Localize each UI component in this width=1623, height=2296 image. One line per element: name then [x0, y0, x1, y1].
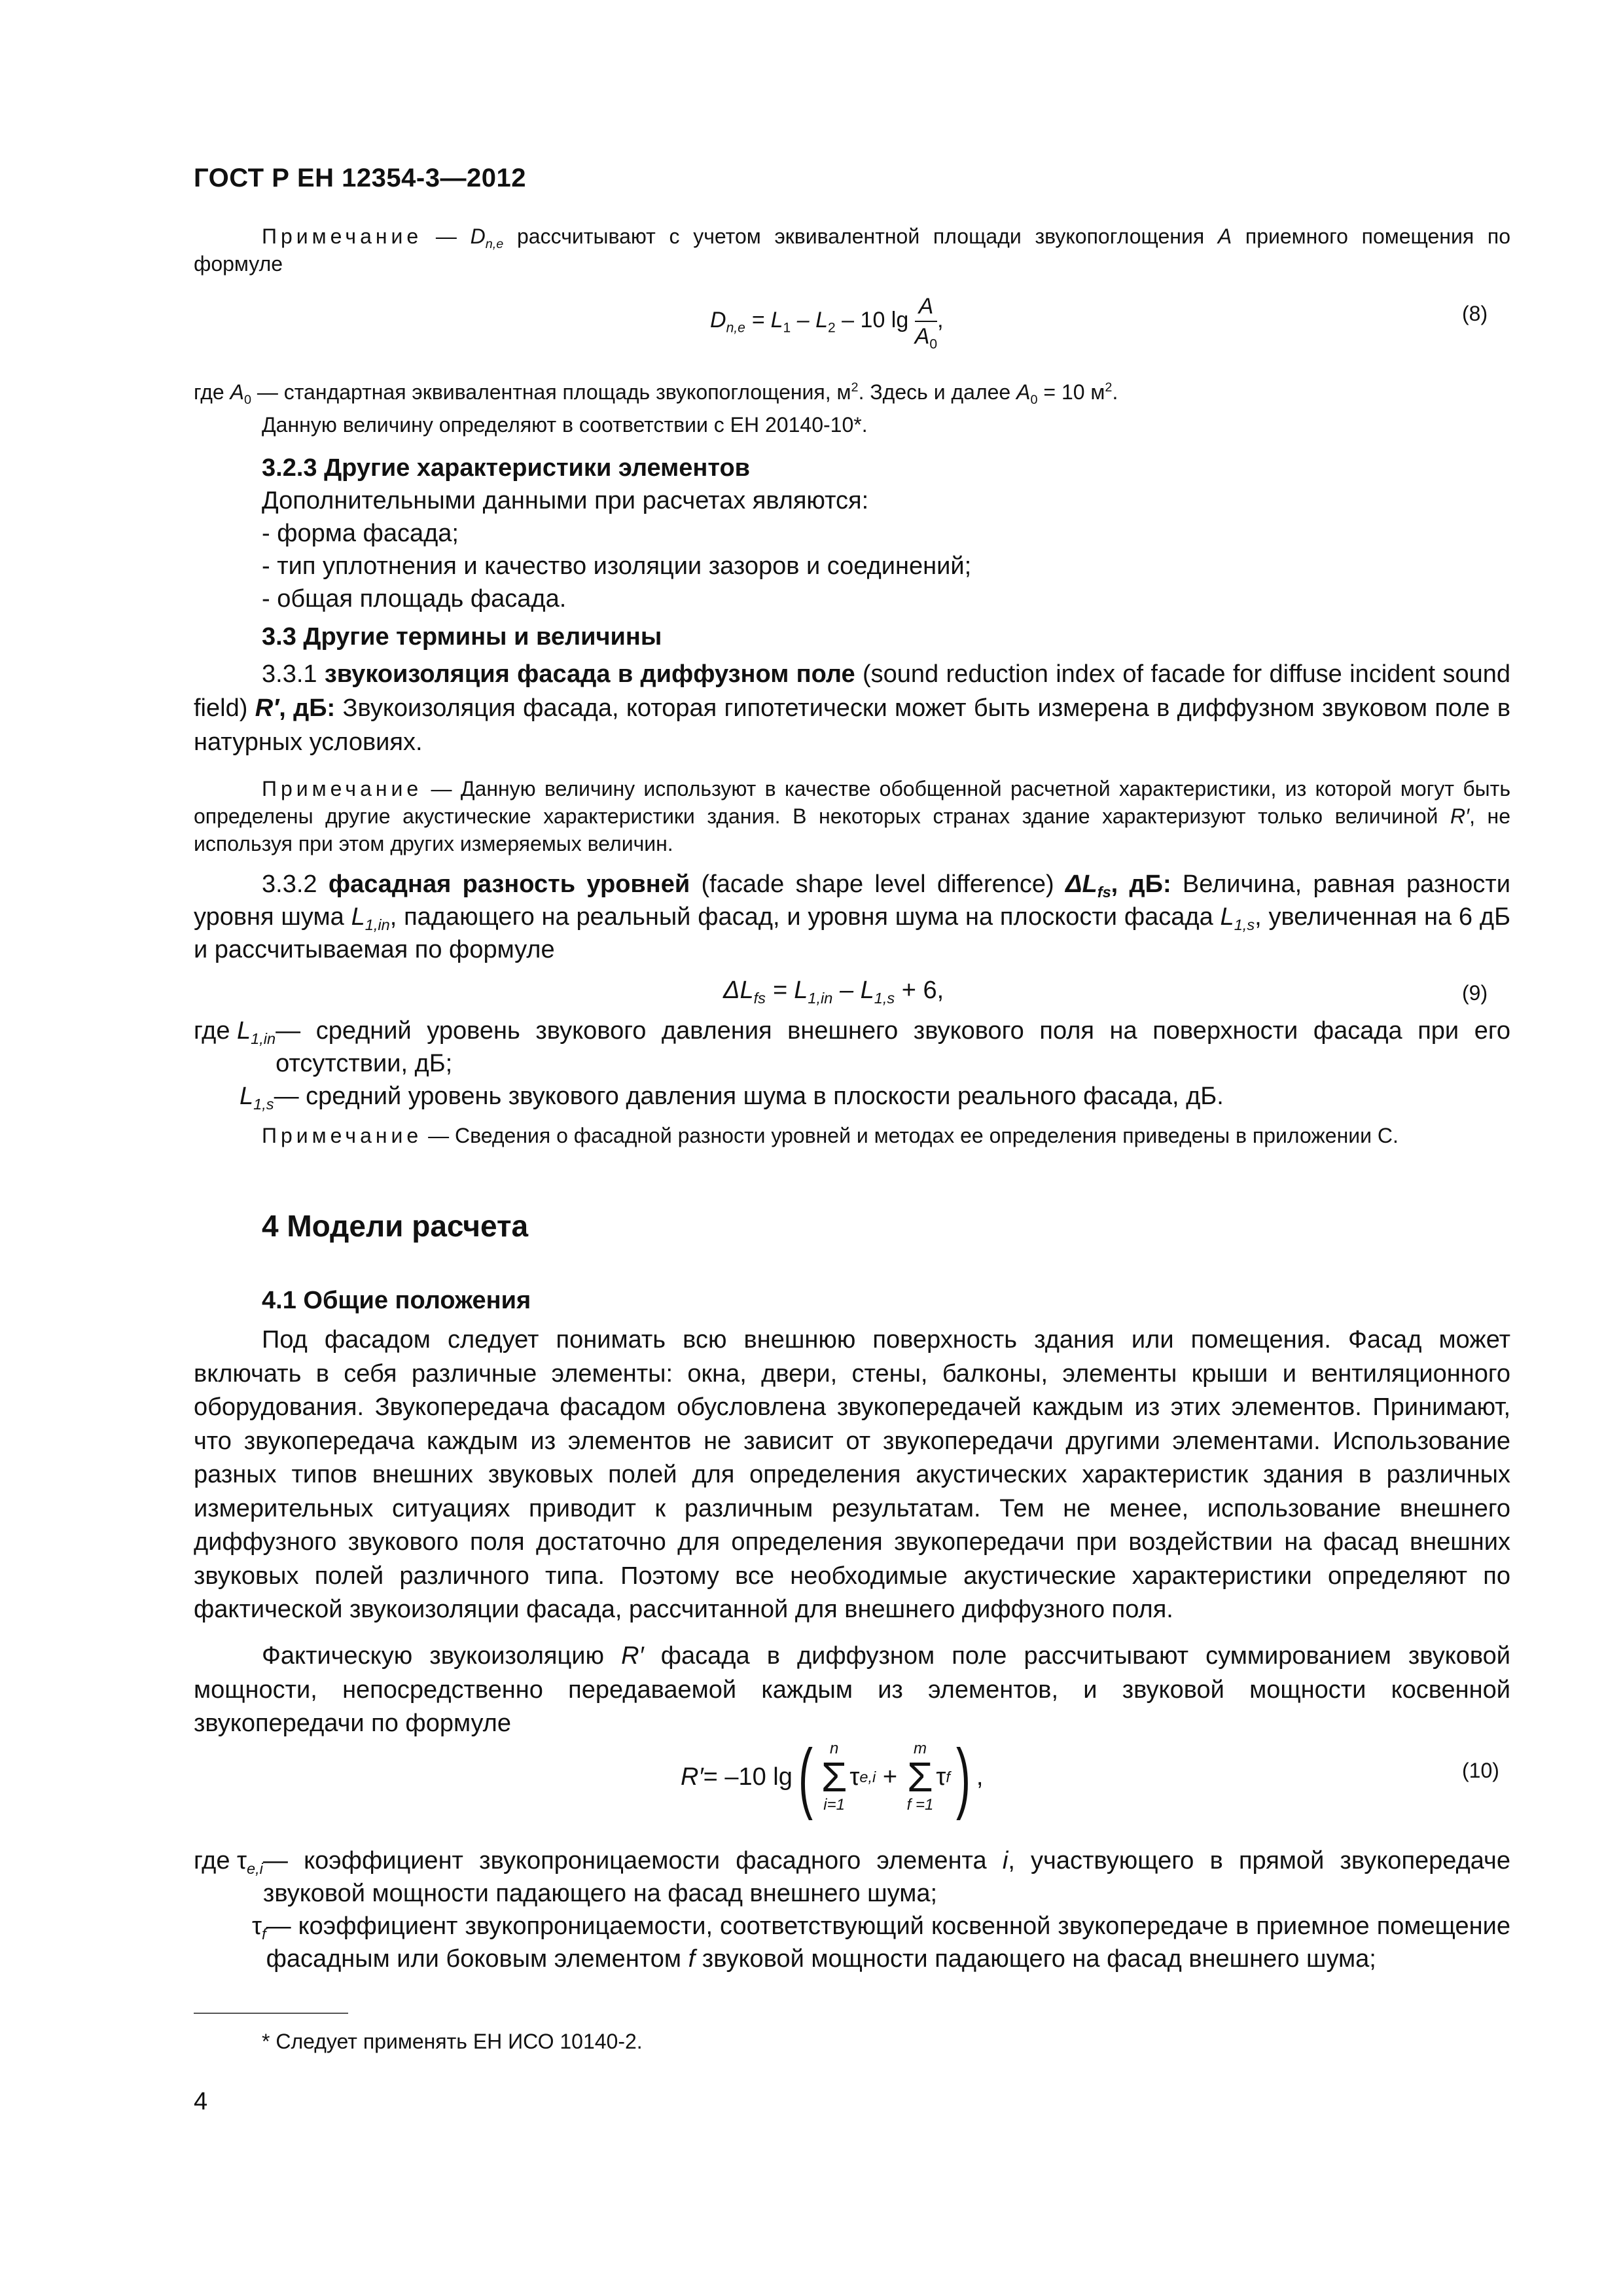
equation-number-10: (10) [1462, 1759, 1499, 1782]
footnote-divider [194, 2013, 348, 2014]
left-paren: ( [798, 1733, 813, 1821]
section-3-2-3-intro: Дополнительными данными при расчетах являются: [262, 487, 869, 514]
equation-9: $\Delta L_{fs} = L_{1,in} - L_{1,s} + 6$, [723, 977, 944, 1007]
section-4-1-paragraph-1: Под фасадом следует понимать всю внешнюю поверхность здания или помещения. Фасад может включать в себя различные элементы: окна, двери, стены, балконы, элементы крыши и вентиляционного оборудования. Звукопередача фасадом обусловлена звукопередачей каждым из этих элементов. Принимают, что звукопередача каждым из элементов не зависит от звукопередачи другими элементами. Использование разных типов внешних звуковых полей для определения акустических характеристик здания в различных измерительных ситуациях приводит к различным результатам. Тем не менее, использование внешнего диффузного звукового поля достаточно для определения звукопередачи при воздействии на фасад внешних звуковых полей различного типа. Поэтому все необходимые акустические характеристики определяют по фактической звукоизоляции фасада, рассчитанной для внешнего диффузного поля. [194, 1326, 1510, 1623]
equation-number-8: (8) [1462, 302, 1488, 325]
list-item: - тип уплотнения и качество изоляции зазоров и соединений; [262, 552, 972, 580]
section-4-1-heading: 4.1 Общие положения [262, 1287, 531, 1314]
definition-3-3-1: 3.3.1 звукоизоляция фасада в диффузном поле (sound reduction index of facade for diffuse incident sound field) R′, дБ: Звукоизоляция фасада, которая гипотетически может быть измерена в диффузном звуковом поле в натурных условиях. [194, 660, 1511, 756]
footnote: * Следует применять ЕН ИСО 10140-2. [262, 2030, 643, 2053]
equation-number-9: (9) [1462, 981, 1488, 1005]
section-4-1-paragraph-2: Фактическую звукоизоляцию R′ фасада в диффузном поле рассчитывают суммированием звуковой мощности, непосредственно передаваемой каждым из элементов, и звуковой мощности косвенной звукопередачи по формуле [194, 1642, 1511, 1737]
fraction-a-over-a0: $\frac{A}{A_0}$ [915, 292, 937, 351]
definition-3-3-2: 3.3.2 фасадная разность уровней (facade shape level difference) $\Delta L_{fs}$, дБ: Величина, равная разности уровня шума $L_{1,in}$, падающего на реальный фасад, и уровня шума на плоскости фасада $L_{1,s}$, увеличенная на 6 дБ и рассчитываемая по формуле [194, 870, 1511, 963]
where-l1s: $L_{1,s}$ — средний уровень звукового давления шума в плоскости реального фасада, дБ. [240, 1083, 1224, 1113]
summation-i: n Σ i=1 [821, 1740, 847, 1814]
where-tau-ei: где $\tau_{e,i}$ — коэффициент звукопроницаемости фасадного элемента i, участвующего в прямой звукопередаче звуковой мощности падающего на фасад внешнего шума; [194, 1847, 1510, 1907]
note-label: Примечание [262, 777, 423, 800]
equation-10: R′ = –10 lg ( n Σ i=1 τ e,i + m Σ f =1 τ f ) , [681, 1733, 984, 1821]
note-label: Примечание [262, 1124, 423, 1147]
note-3-3-1: Примечание — Данную величину используют в качестве обобщенной расчетной характеристики, из которой могут быть определены другие акустические характеристики здания. В некоторых странах здание характеризуют только величиной R′, не используя при этом других измеряемых величин. [194, 777, 1511, 855]
note-label: Примечание [262, 224, 423, 248]
list-item: - общая площадь фасада. [262, 585, 567, 613]
note-formula-dne: Примечание — $D_{n,e}$ рассчитывают с учетом эквивалентной площади звукопоглощения A приемного помещения по формуле [194, 224, 1511, 276]
note-3-3-2: Примечание — Сведения о фасадной разности уровней и методах ее определения приведены в приложении С. [262, 1124, 1399, 1147]
equation-8: $D_{n,e} = L_1 - L_2 - 10$ lg $\frac{A}{A_0}$ , [710, 292, 944, 351]
list-item: - форма фасада; [262, 520, 459, 547]
where-l1in: где $L_{1,in}$ — средний уровень звукового давления внешнего звукового поля на поверхности фасада при его отсутствии, дБ; [194, 1017, 1510, 1077]
document-header: ГОСТ Р ЕН 12354-3—2012 [194, 164, 526, 192]
summation-f: m Σ f =1 [906, 1740, 934, 1814]
where-a0: где $A_0$ — стандартная эквивалентная площадь звукопоглощения, $м^2$. Здесь и далее $A_0 = 10$ $м^2$. [194, 380, 1118, 407]
section-3-3-heading: 3.3 Другие термины и величины [262, 623, 662, 651]
section-4-heading: 4 Модели расчета [262, 1209, 529, 1243]
section-3-2-3-heading: 3.2.3 Другие характеристики элементов [262, 454, 751, 482]
where-tau-f: $\tau_f$ — коэффициент звукопроницаемости, соответствующий косвенной звукопередаче в приемное помещение фасадным или боковым элементом f звуковой мощности падающего на фасад внешнего шума; [252, 1912, 1510, 1973]
where-a0-reference: Данную величину определяют в соответствии с ЕН 20140-10*. [262, 413, 868, 437]
right-paren: ) [955, 1733, 971, 1821]
page-number: 4 [194, 2088, 208, 2115]
